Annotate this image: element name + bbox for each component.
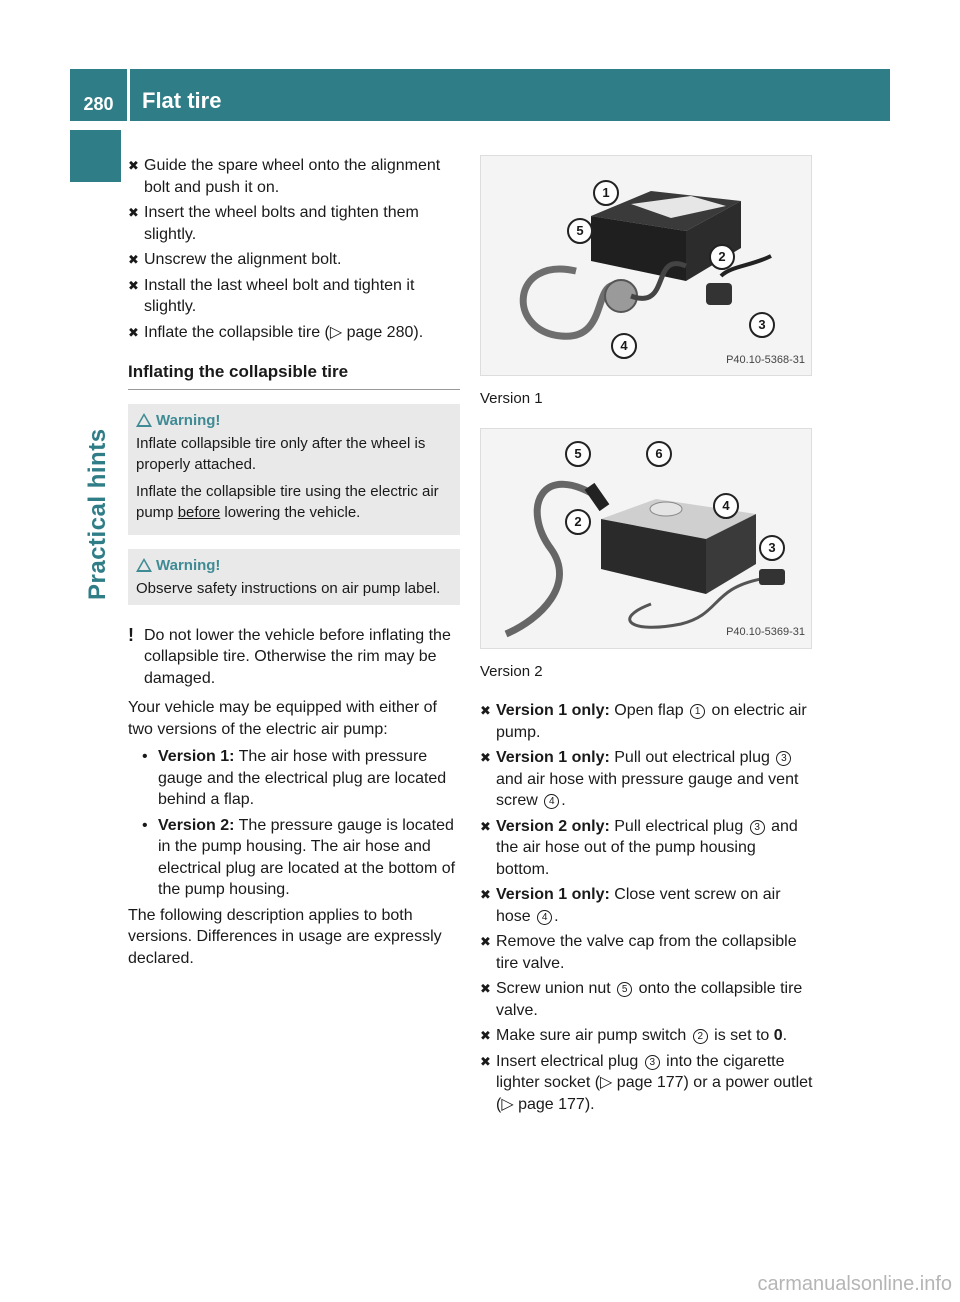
callout-6: 6 [646,441,672,467]
figure-code: P40.10-5368-31 [726,353,805,366]
section-title: Flat tire [142,88,222,113]
step-arrow-icon: ✖ [480,934,491,949]
step-item: ✖ Insert electrical plug 3 into the cigarette lighter socket (▷ page 177) or a power outlet (▷ page 177). [480,1052,813,1113]
step-arrow-icon: ✖ [128,158,139,173]
figure-code: P40.10-5369-31 [726,626,805,638]
step-arrow-icon: ✖ [480,703,491,718]
step-item: ✖ Insert the wheel bolts and tighten them slightly. [128,204,419,243]
callout-4: 4 [611,333,637,359]
step-arrow-icon: ✖ [480,1053,491,1069]
bullet-item: • Version 1: The air hose with pressure gauge and the electrical plug are located behind a flap. [142,748,447,808]
callout-4: 4 [713,493,739,519]
warning-title: Warning! [156,411,221,429]
warning-icon [136,558,152,572]
step-arrow-icon: ✖ [480,1028,491,1043]
step-arrow-icon: ✖ [128,324,139,340]
step-item: ✖ Remove the valve cap from the collapsible tire valve. [480,933,797,972]
page-ref-link[interactable]: Inflate the collapsible tire (▷ page 280). [144,323,424,341]
warning-text: Observe safety instructions on air pump label. [136,579,441,597]
watermark: carmanualsonline.info [757,1273,952,1295]
step-item: ✖ Screw union nut 5 onto the collapsible tire valve. [480,980,803,1019]
step-item: ✖ Version 2 only: Pull electrical plug 3 and the air hose out of the pump housing bottom. [480,817,798,878]
figure-version-2 [480,428,812,649]
figure-caption: Version 2 [480,662,543,680]
callout-3: 3 [759,535,785,561]
step-item: ✖ Version 1 only: Close vent screw on air hose 4 . [480,886,781,925]
step-item: ✖ Guide the spare wheel onto the alignment bolt and push it on. [128,157,441,196]
side-tab [70,190,121,610]
warning-text-2: Inflate the collapsible tire using the electric air pump before lowering the vehicle. [136,482,439,521]
bullet-icon: • [142,816,148,834]
warning-box [128,404,460,535]
bullet-item: • Version 2: The pressure gauge is located in the pump housing. The air hose and electrical plug are located at the bottom of the pump housing. [142,816,456,898]
warning-icon [136,413,152,427]
left-column [128,155,460,975]
callout-5: 5 [567,218,593,244]
exclamation-icon: ! [128,624,134,645]
callout-2: 2 [709,244,735,270]
page-number: 280 [83,94,114,114]
warning-title: Warning! [156,556,221,574]
callout-1: 1 [593,180,619,206]
subheading: Inflating the collapsible tire [128,361,460,390]
step-item: ✖ Unscrew the alignment bolt. [128,249,460,271]
step-arrow-icon: ✖ [128,277,139,293]
callout-5: 5 [565,441,591,467]
step-item [128,322,460,344]
figure-caption: Version 1 [480,390,543,407]
step-arrow-icon: ✖ [480,818,491,834]
warning-text: Inflate collapsible tire only after the wheel is properly attached. [136,434,426,473]
step-item: ✖ Version 1 only: Pull out electrical plug 3 and air hose with pressure gauge and vent screw 4 . [480,749,799,809]
step-arrow-icon: ✖ [128,252,139,267]
header-divider [127,69,130,121]
callout-3: 3 [749,312,775,338]
step-arrow-icon: ✖ [480,981,491,996]
right-column [480,155,813,1119]
bullet-icon: • [142,748,148,765]
step-item: ✖ Make sure air pump switch 2 is set to 0. [480,1025,813,1047]
intro-paragraph: Your vehicle may be equipped with either of two versions of the electric air pump: [128,699,437,738]
page-ref-link[interactable]: into the cigarette lighter socket (▷ page 177) or a power outlet (▷ page 177). [496,1052,813,1113]
air-pump-illustration-1 [481,156,811,375]
side-tab-label: Practical hints [84,428,111,600]
outro-paragraph: The following description applies to both versions. Differences in usage are expressly declared. [128,906,442,967]
callout-2: 2 [565,509,591,535]
figure-version-1 [480,155,812,376]
step-arrow-icon: ✖ [480,887,491,902]
air-pump-illustration-2 [481,429,811,648]
warning-box-2 [128,549,460,605]
step-arrow-icon: ✖ [480,750,491,765]
note: ! Do not lower the vehicle before inflating the collapsible tire. Otherwise the rim may be damaged. [128,624,451,687]
side-tab-marker [70,130,121,182]
step-item: ✖ Install the last wheel bolt and tighten it slightly. [128,276,415,315]
step-arrow-icon: ✖ [128,205,139,220]
step-item: ✖ Version 1 only: Open flap 1 on electric air pump. [480,702,807,741]
